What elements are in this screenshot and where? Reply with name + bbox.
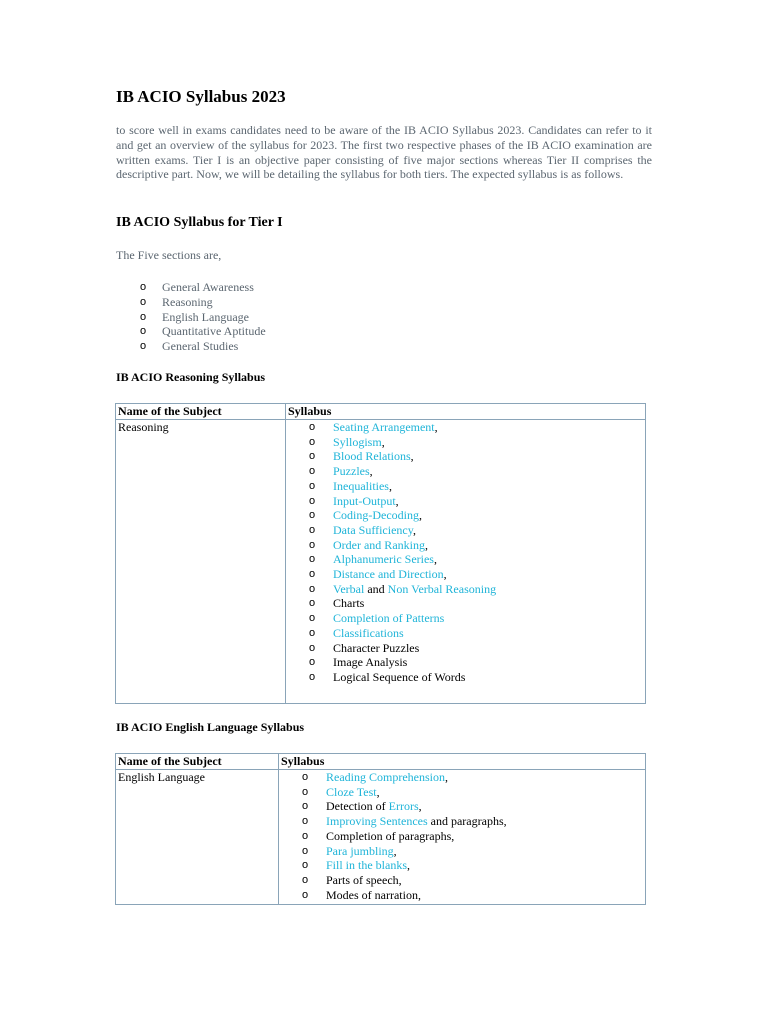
item-text: , — [412, 522, 416, 537]
bullet-icon: o — [309, 450, 316, 463]
syllabus-topic-link[interactable]: Para jumbling — [326, 843, 394, 858]
bullet-icon: o — [309, 641, 316, 654]
syllabus-topic-link[interactable]: Classifications — [333, 625, 404, 640]
item-text: , — [410, 449, 414, 464]
bullet-icon: o — [140, 295, 147, 308]
syllabus-item — [288, 523, 643, 538]
list-item-label: General Awareness — [162, 280, 254, 294]
bullet-icon: o — [309, 582, 316, 595]
bullet-icon: o — [309, 479, 316, 492]
list-item-label: English Language — [162, 309, 249, 324]
syllabus-cell — [279, 770, 646, 905]
item-text: , — [388, 478, 392, 493]
item-text: and — [364, 581, 388, 596]
syllabus-item — [288, 420, 643, 435]
syllabus-item — [288, 641, 643, 656]
syllabus-topic-link[interactable]: Reading Comprehension — [326, 770, 445, 784]
syllabus-item — [288, 494, 643, 509]
bullet-icon: o — [309, 523, 316, 536]
syllabus-item — [281, 858, 643, 873]
table-row — [116, 770, 646, 905]
item-text: Parts of speech, — [326, 872, 402, 887]
item-text: , — [395, 493, 399, 508]
item-text: , — [407, 858, 410, 873]
list-item-label: Reasoning — [162, 294, 213, 309]
subject-cell: Reasoning — [116, 420, 286, 704]
item-text: , — [433, 552, 437, 567]
item-text: , — [376, 784, 380, 799]
syllabus-topic-link[interactable]: Seating Arrangement — [333, 420, 435, 434]
bullet-icon: o — [309, 509, 316, 522]
sections-intro: The Five sections are, — [116, 248, 222, 262]
item-text: Character Puzzles — [333, 640, 420, 655]
item-text: Charts — [333, 596, 365, 611]
syllabus-topic-link[interactable]: Data Sufficiency — [333, 522, 413, 537]
item-text: Modes of narration, — [326, 887, 421, 902]
header-syllabus: Syllabus — [279, 754, 646, 770]
bullet-icon: o — [309, 435, 316, 448]
bullet-icon: o — [302, 844, 309, 857]
bullet-icon: o — [309, 568, 316, 581]
syllabus-topic-link[interactable]: Input-Output — [333, 493, 396, 508]
item-text: , — [443, 567, 447, 582]
bullet-icon: o — [140, 281, 147, 293]
bullet-icon: o — [140, 325, 147, 338]
page-title: IB ACIO Syllabus 2023 — [116, 87, 286, 106]
syllabus-item — [288, 655, 643, 670]
table-row — [116, 420, 646, 704]
list-item — [140, 324, 266, 339]
syllabus-topic-link[interactable]: Order and Ranking — [333, 537, 425, 552]
syllabus-topic-link[interactable]: Distance and Direction — [333, 567, 444, 582]
bullet-icon: o — [140, 340, 147, 353]
list-item — [140, 295, 266, 310]
reasoning-syllabus-list — [288, 420, 643, 685]
bullet-icon: o — [309, 553, 316, 566]
tier1-heading: IB ACIO Syllabus for Tier I — [116, 215, 283, 230]
reasoning-heading: IB ACIO Reasoning Syllabus — [116, 370, 266, 384]
subject-cell: English Language — [116, 770, 279, 905]
syllabus-item — [288, 552, 643, 567]
list-item-label: Quantitative Aptitude — [162, 324, 266, 339]
bullet-icon: o — [302, 800, 309, 813]
syllabus-item — [281, 829, 643, 844]
bullet-icon: o — [302, 829, 309, 842]
english-table — [115, 753, 646, 905]
bullet-icon: o — [302, 771, 309, 783]
item-text: and paragraphs, — [427, 814, 507, 829]
syllabus-item — [288, 596, 643, 611]
item-text: , — [424, 537, 428, 552]
item-text: Image Analysis — [333, 655, 408, 670]
syllabus-item — [288, 670, 643, 685]
item-text: , — [393, 843, 397, 858]
syllabus-topic-link[interactable]: Blood Relations — [333, 449, 411, 464]
bullet-icon: o — [309, 626, 316, 639]
reasoning-table — [115, 403, 646, 704]
syllabus-topic-link[interactable]: Alphanumeric Series — [333, 552, 434, 567]
intro-paragraph: to score well in exams candidates need to be aware of the IB ACIO Syllabus 2023. Candidates can refer to it and get an overview of the syllabus for 2023. The first two respective phases of the IB ACIO examination are written exams. Tier I is an objective paper consisting of five major sections whereas Tier II comprises the descriptive part. Now, we will be detailing the syllabus for both tiers. The expected syllabus is as follows. — [116, 123, 652, 182]
syllabus-topic-link[interactable]: Inequalities — [333, 478, 389, 493]
english-heading: IB ACIO English Language Syllabus — [116, 720, 305, 734]
item-text: , — [418, 799, 422, 814]
bullet-icon: o — [302, 888, 309, 901]
header-subject: Name of the Subject — [116, 404, 286, 420]
syllabus-item — [281, 873, 643, 888]
bullet-icon: o — [302, 873, 309, 886]
english-syllabus-list — [281, 770, 643, 902]
syllabus-item — [288, 508, 643, 523]
syllabus-topic-link[interactable]: Errors — [388, 799, 419, 814]
header-subject: Name of the Subject — [116, 754, 279, 770]
item-text: Logical Sequence of Words — [333, 669, 466, 684]
table-header-row — [116, 404, 646, 420]
syllabus-topic-link[interactable]: Verbal — [333, 581, 365, 596]
syllabus-item — [281, 785, 643, 800]
syllabus-topic-link[interactable]: Syllogism — [333, 434, 382, 449]
sections-list — [140, 280, 266, 354]
list-item-label: General Studies — [162, 339, 239, 354]
syllabus-topic-link[interactable]: Completion of Patterns — [333, 611, 445, 626]
bullet-icon: o — [302, 859, 309, 872]
list-item — [140, 339, 266, 354]
syllabus-item — [281, 814, 643, 829]
bullet-icon: o — [309, 670, 316, 683]
bullet-icon: o — [309, 597, 316, 610]
syllabus-item — [281, 799, 643, 814]
bullet-icon: o — [309, 465, 316, 478]
table-header-row — [116, 754, 646, 770]
syllabus-topic-link[interactable]: Puzzles — [333, 464, 370, 479]
syllabus-topic-link[interactable]: Cloze Test — [326, 784, 377, 799]
bullet-icon: o — [309, 656, 316, 669]
bullet-icon: o — [140, 310, 147, 323]
syllabus-item — [288, 611, 643, 626]
bullet-icon: o — [309, 612, 316, 625]
syllabus-topic-link[interactable]: Coding-Decoding — [333, 508, 419, 523]
syllabus-item — [288, 567, 643, 582]
list-item — [140, 280, 266, 295]
syllabus-topic-link[interactable]: Fill in the blanks — [326, 858, 407, 873]
item-text: , — [369, 464, 373, 479]
bullet-icon: o — [309, 538, 316, 551]
item-text: , — [381, 434, 385, 449]
header-syllabus: Syllabus — [286, 404, 646, 420]
syllabus-item — [288, 582, 643, 597]
syllabus-topic-link[interactable]: Improving Sentences — [326, 814, 428, 829]
item-text: Detection of — [326, 799, 389, 814]
syllabus-item — [288, 449, 643, 464]
syllabus-topic-link[interactable]: Non Verbal Reasoning — [387, 581, 497, 596]
item-text: , — [419, 508, 422, 523]
syllabus-cell — [286, 420, 646, 704]
syllabus-item — [288, 464, 643, 479]
bullet-icon: o — [309, 494, 316, 507]
syllabus-item — [288, 626, 643, 641]
syllabus-item — [288, 538, 643, 553]
item-text: , — [434, 420, 438, 434]
syllabus-item — [288, 435, 643, 450]
bullet-icon: o — [302, 785, 309, 798]
bullet-icon: o — [309, 421, 316, 433]
list-item — [140, 310, 266, 325]
item-text: Completion of paragraphs, — [326, 828, 455, 843]
syllabus-item — [281, 770, 643, 785]
bullet-icon: o — [302, 815, 309, 828]
syllabus-item — [281, 888, 643, 903]
syllabus-item — [288, 479, 643, 494]
syllabus-item — [281, 844, 643, 859]
item-text: , — [444, 770, 448, 784]
